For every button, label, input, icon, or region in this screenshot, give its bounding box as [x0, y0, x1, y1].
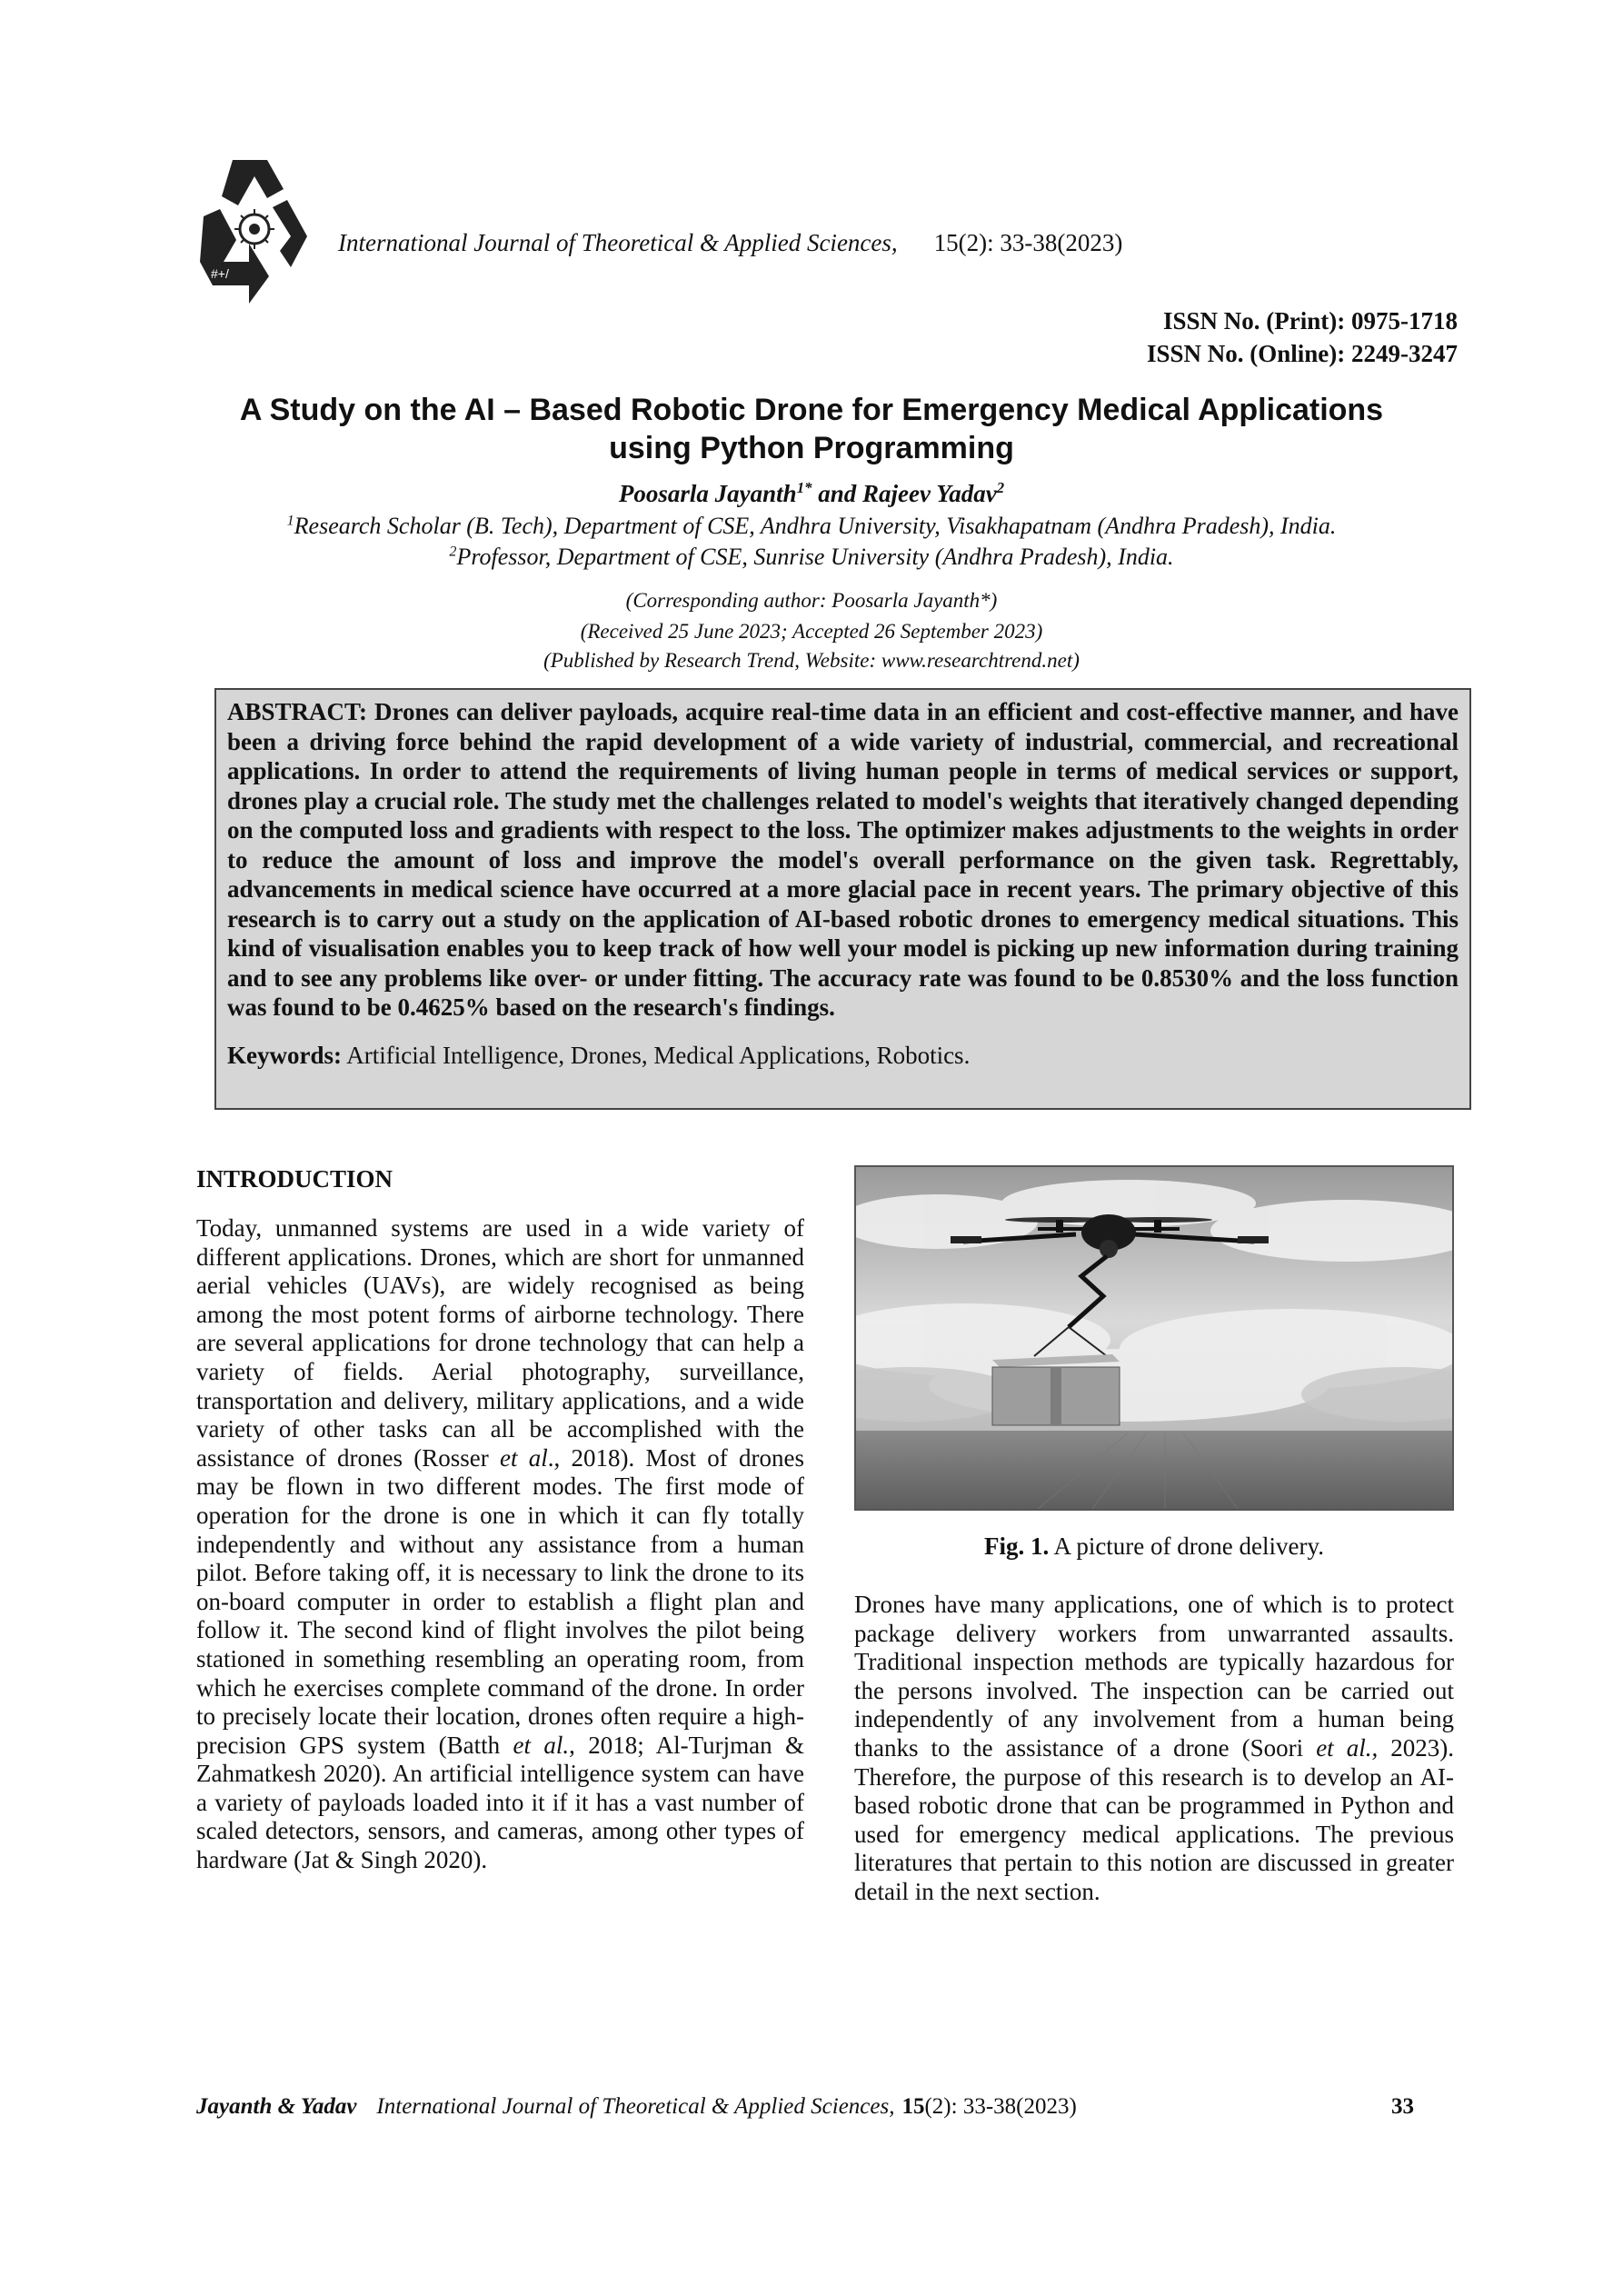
author-2: Rajeev Yadav — [861, 480, 997, 507]
footer-volume-bold: 15 — [901, 2094, 925, 2119]
footer-authors: Jayanth & Yadav — [196, 2094, 357, 2119]
affiliation-2-sup: 2 — [449, 544, 457, 560]
author-1-sup: 1* — [796, 479, 812, 496]
intro-text-part-1: Today, unmanned systems are used in a wide variety of different applications. Drones, which are short for unmanned aerial vehicles (UAVs), are widely recognised as being among the most potent forms of airborne technology. There are several applications for drone technology that can help a variety of fields. Aerial photography, surveillance, transportation and delivery, military applications, and a wide variety of other tasks can all be accomplished with the assistance of drones (Rosser — [196, 1214, 804, 1472]
right-column-paragraph — [854, 1591, 1454, 1907]
affiliation-2-text: Professor, Department of CSE, Sunrise University (Andhra Pradesh), India. — [456, 544, 1174, 570]
footer-journal: International Journal of Theoretical & Applied Sciences, — [376, 2094, 895, 2119]
issn-print: ISSN No. (Print): 0975-1718 — [1163, 307, 1458, 334]
journal-name: International Journal of Theoretical & Applied Sciences, — [338, 229, 898, 256]
page-number: 33 — [1391, 2094, 1414, 2119]
keywords — [227, 1041, 1459, 1070]
corresponding-author: (Corresponding author: Poosarla Jayanth*) — [625, 589, 998, 612]
affiliation-1 — [136, 513, 1487, 540]
journal-logo — [196, 153, 313, 305]
authors-and: and — [812, 480, 862, 507]
authors — [182, 480, 1441, 508]
intro-text-part-3: , 2018; Al-Turjman & Zahmatkesh 2020). An artificial intelligence system can have a variety of payloads loaded into it if it has a vast number of scaled detectors, sensors, and cameras, among other types of hardware (Jat & Singh 2020). — [196, 1731, 804, 1874]
journal-header — [338, 229, 1122, 257]
abstract-text: ABSTRACT: Drones can deliver payloads, acquire real-time data in an efficient and cost-effective manner, and have been a driving force behind the rapid development of a wide variety of industrial, commercial, and recreational applications. In order to attend the requirements of living human people in terms of medical services or support, drones play a crucial role. The study met the challenges related to model's weights that iteratively changed depending on the computed loss and gradients with respect to the loss. The optimizer makes adjustments to the weights in order to reduce the amount of loss and improve the model's overall performance on the given task. Regrettably, advancements in medical science have occurred at a more glacial pace in recent years. The primary objective of this research is to carry out a study on the application of AI-based robotic drones to emergency medical situations. This kind of visualisation enables you to keep track of how well your model is picking up new information during training and to see any problems like over- or under fitting. The accuracy rate was found to be 0.8530% and the loss function was found to be 0.4625% based on the research's findings. — [227, 698, 1459, 1021]
author-1: Poosarla Jayanth — [618, 480, 797, 507]
figure-caption-text: A picture of drone delivery. — [1049, 1532, 1324, 1560]
right-etal: et al., — [1316, 1733, 1379, 1762]
page-footer — [196, 2094, 1450, 2120]
introduction-paragraph — [196, 1214, 804, 1875]
section-heading-introduction: INTRODUCTION — [196, 1165, 393, 1193]
footer-volume-rest: (2): 33-38(2023) — [924, 2094, 1077, 2119]
publisher-note: (Published by Research Trend, Website: www.researchtrend.net) — [543, 649, 1080, 672]
title-line-1: A Study on the AI – Based Robotic Drone for Emergency Medical Applications — [239, 393, 1384, 427]
affiliation-1-text: Research Scholar (B. Tech), Department of CSE, Andhra University, Visakhapatnam (Andhra Pradesh), India. — [294, 513, 1337, 539]
figure-caption — [854, 1532, 1454, 1561]
affiliation-2 — [136, 544, 1487, 571]
keywords-text: Artificial Intelligence, Drones, Medical Applications, Robotics. — [341, 1041, 971, 1069]
received-dates: (Received 25 June 2023; Accepted 26 September 2023) — [580, 620, 1043, 643]
affiliation-1-sup: 1 — [286, 513, 294, 529]
title-line-2: using Python Programming — [609, 431, 1014, 465]
right-text-part-2: 2023). Therefore, the purpose of this research is to develop an AI-based robotic drone that can be programmed in Python and used for emergency medical applications. The previous literatures that pertain to this notion are discussed in greater detail in the next section. — [854, 1733, 1454, 1905]
intro-text-part-2: ., 2018). Most of drones may be flown in two different modes. The first mode of operation for the drone is one in which it can fly totally independently and without any assistance from a human pilot. Before taking off, it is necessary to link the drone to its on-board computer in order to establish a flight plan and follow it. The second kind of flight involves the pilot being stationed in something resembling an operating room, from which he exercises complete command of the drone. In order to precisely locate their location, drones often require a high-precision GPS system (Batth — [196, 1443, 804, 1759]
intro-etal-2: et al. — [513, 1731, 570, 1759]
intro-etal-1: et al — [499, 1443, 548, 1472]
abstract-box — [214, 688, 1471, 1110]
figure-drone-delivery — [854, 1165, 1454, 1511]
logo-lettering: #+/ — [211, 266, 229, 281]
figure-label: Fig. 1. — [984, 1532, 1050, 1560]
issn-online: ISSN No. (Online): 2249-3247 — [1146, 340, 1458, 367]
journal-volume: 15(2): 33-38(2023) — [933, 229, 1123, 256]
keywords-label: Keywords: — [227, 1041, 342, 1069]
author-2-sup: 2 — [996, 479, 1005, 496]
right-text-part-1: Drones have many applications, one of which is to protect package delivery workers from unwarranted assaults. Traditional inspection methods are typically hazardous for the persons involved. The inspection can be carried out independently of any involvement from a human being thanks to the assistance of a drone (Soori — [854, 1591, 1454, 1762]
paper-title — [182, 391, 1441, 467]
